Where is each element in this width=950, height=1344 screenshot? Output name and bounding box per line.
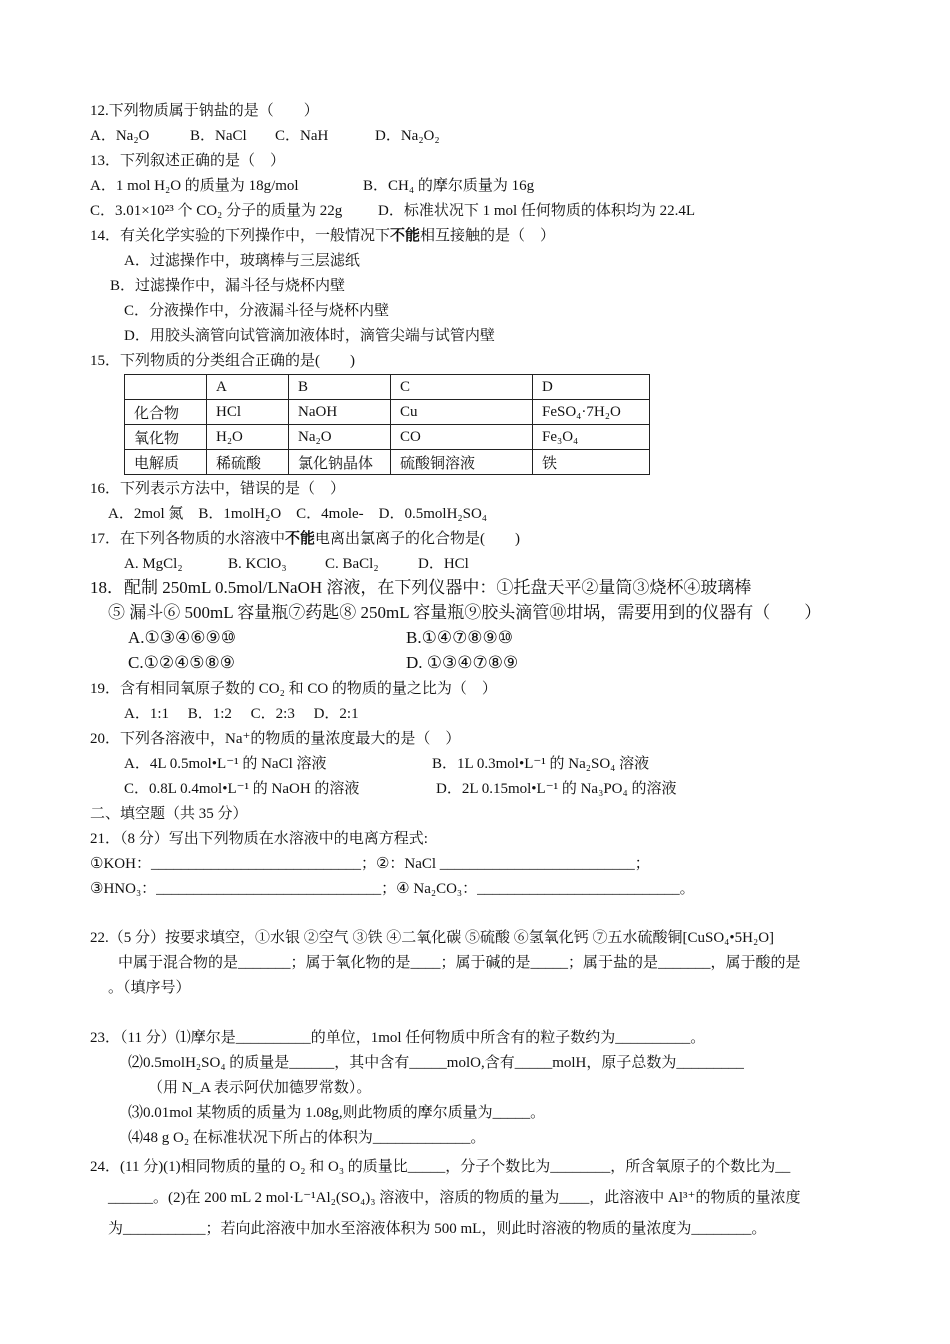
q20-option-a: A．4L 0.5mol•L⁻¹ 的 NaCl 溶液 [124,756,327,772]
q12-option-d: D．Na₂O₂ [375,128,440,144]
table-cell: D [533,375,650,400]
table-cell: 氯化钠晶体 [289,450,391,475]
q24-line3: 为___________；若向此溶液中加水至溶液体积为 500 mL，则此时溶液的物质的量浓度为________。 [108,1221,767,1237]
q14-stem [90,226,555,246]
q18-stem-line2: ⑤ 漏斗⑥ 500mL 容量瓶⑦药匙⑧ 250mL 容量瓶⑨胶头滴管⑩坩埚，需要用到的仪器有（ ） [108,603,822,622]
q22-stem-line3: 。（填序号） [108,980,191,996]
q20-option-b: B．1L 0.3mol•L⁻¹ 的 Na₂SO₄ 溶液 [432,756,650,772]
q14-option-c: C．分液操作中，分液漏斗径与烧杯内壁 [124,303,390,319]
q23-line5: ⑷48 g O₂ 在标准状况下所占的体积为_____________。 [128,1130,486,1146]
table-cell: Fe₃O₄ [533,425,650,450]
q14-option-a: A．过滤操作中，玻璃棒与三层滤纸 [124,253,360,269]
q17-stem-post: 电离出氯离子的化合物是( ) [315,531,521,547]
q20-stem: 20．下列各溶液中，Na⁺的物质的量浓度最大的是（ ） [90,731,461,747]
table-cell: 电解质 [125,450,207,475]
table-cell: NaOH [289,400,391,425]
q14-stem-pre: 14．有关化学实验的下列操作中，一般情况下 [90,228,391,244]
table-cell: 化合物 [125,400,207,425]
q12-option-c: C．NaH [275,128,329,144]
q17-option-b: B. KClO₃ [228,556,287,572]
table-cell: 氧化物 [125,425,207,450]
q13-option-a: A．1 mol H₂O 的质量为 18g/mol [90,178,299,194]
q14-stem-emphasis: 不能 [390,228,421,244]
table-cell: 硫酸铜溶液 [391,450,533,475]
classification-table [124,374,650,475]
table-cell: FeSO₄·7H₂O [533,400,650,425]
q23-line1: 23．（11 分）⑴摩尔是__________的单位，1mol 任何物质中所含有的粒子数约为__________。 [90,1030,706,1046]
q20-option-d: D．2L 0.15mol•L⁻¹ 的 Na₃PO₄ 的溶液 [436,781,677,797]
table-cell: C [391,375,533,400]
q18-option-b: B.①④⑦⑧⑨⑩ [406,628,514,647]
q22-stem-line2: 中属于混合物的是_______；属于氧化物的是____；属于碱的是_____；属于盐的是_______，属于酸的是 [118,955,801,971]
q23-line4: ⑶0.01mol 某物质的质量为 1.08g,则此物质的摩尔质量为_____。 [128,1105,546,1121]
q12-option-b: B．NaCl [190,128,247,144]
q13-option-d: D．标准状况下 1 mol 任何物质的体积均为 22.4L [378,203,696,219]
q17-stem-emphasis: 不能 [285,531,316,547]
q18-option-d: D. ①③④⑦⑧⑨ [406,653,519,672]
q21-answer-line2: ③HNO₃：______________________________；④ Na₂CO₃：___________________________。 [90,881,695,897]
q16-options: A．2mol 氮 B．1molH₂O C．4mole- D．0.5molH₂SO₄ [108,506,488,522]
q18-option-c: C.①②④⑤⑧⑨ [128,653,236,672]
q13-option-b: B．CH₄ 的摩尔质量为 16g [363,178,535,194]
table-row [125,450,650,475]
q17-stem-pre: 17．在下列各物质的水溶液中 [90,531,286,547]
table-cell: H₂O [207,425,289,450]
q23-line2: ⑵0.5molH₂SO₄ 的质量是______，其中含有_____molO,含有_____molH，原子总数为_________ [128,1055,744,1071]
q17-option-a: A. MgCl₂ [124,556,183,572]
table-row [125,400,650,425]
table-cell: Na₂O [289,425,391,450]
q23-line3: （用 N_A 表示阿伏加德罗常数）。 [148,1080,372,1096]
q15-stem: 15．下列物质的分类组合正确的是( ) [90,353,355,369]
table-cell: 稀硫酸 [207,450,289,475]
q14-stem-post: 相互接触的是（ ） [420,228,556,244]
q24-line1: 24．(11 分)(1)相同物质的量的 O₂ 和 O₃ 的质量比_____，分子个数比为________，所含氧原子的个数比为__ [90,1159,791,1175]
table-cell: B [289,375,391,400]
table-header-row [125,375,650,400]
q12-option-a: A．Na₂O [90,128,150,144]
q22-stem-line1: 22.（5 分）按要求填空，①水银 ②空气 ③铁 ④二氧化碳 ⑤硫酸 ⑥氢氧化钙 ⑦五水硫酸铜[CuSO₄•5H₂O] [90,930,775,946]
q19-options: A．1:1 B．1:2 C．2:3 D．2:1 [124,706,359,722]
table-cell: HCl [207,400,289,425]
q19-stem: 19．含有相同氧原子数的 CO₂ 和 CO 的物质的量之比为（ ） [90,681,497,697]
table-row [125,425,650,450]
q14-option-b: B．过滤操作中，漏斗径与烧杯内壁 [110,278,346,294]
q18-stem-line1: 18．配制 250mL 0.5mol/LNaOH 溶液，在下列仪器中：①托盘天平②量筒③烧杯④玻璃棒 [90,578,752,597]
q12-stem: 12.下列物质属于钠盐的是（ ） [90,103,319,119]
q17-option-d: D．HCl [418,556,469,572]
q17-option-c: C. BaCl₂ [325,556,379,572]
q14-option-d: D．用胶头滴管向试管滴加液体时，滴管尖端与试管内壁 [124,328,495,344]
q16-stem: 16．下列表示方法中，错误的是（ ） [90,481,346,497]
q13-option-c: C．3.01×10²³ 个 CO₂ 分子的质量为 22g [90,203,343,219]
q17-stem [90,529,520,549]
section-heading: 二、填空题（共 35 分） [90,806,248,822]
q21-stem: 21．（8 分）写出下列物质在水溶液中的电离方程式: [90,831,428,847]
q18-option-a: A.①③④⑥⑨⑩ [128,628,236,647]
table-cell: CO [391,425,533,450]
q13-stem: 13．下列叙述正确的是（ ） [90,153,286,169]
q24-line2: ______。(2)在 200 mL 2 mol·L⁻¹Al₂(SO₄)₃ 溶液中，溶质的物质的量为____，此溶液中 Al³⁺的物质的量浓度 [108,1190,801,1206]
table-cell: 铁 [533,450,650,475]
q21-answer-line1: ①KOH：____________________________；②：NaCl __________________________； [90,856,650,872]
table-cell: A [207,375,289,400]
table-cell: Cu [391,400,533,425]
q20-option-c: C．0.8L 0.4mol•L⁻¹ 的 NaOH 的溶液 [124,781,360,797]
table-cell [125,375,207,400]
